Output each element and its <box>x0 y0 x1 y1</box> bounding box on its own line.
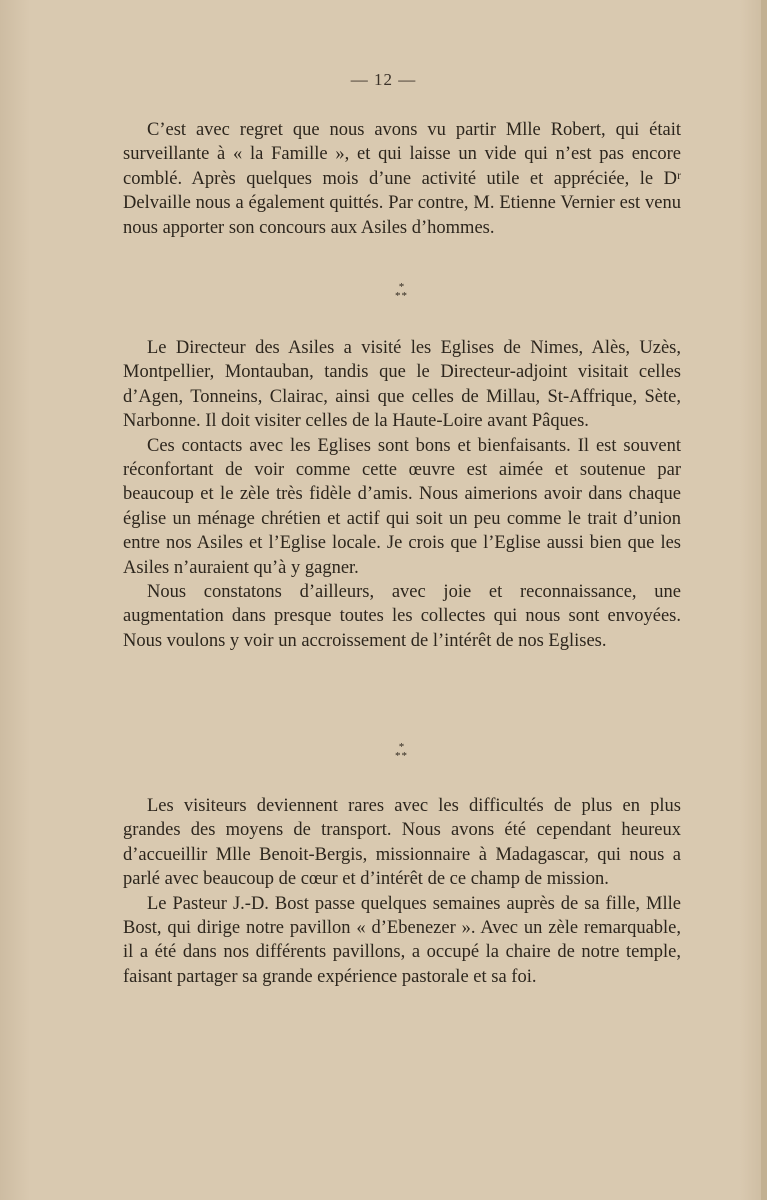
paragraph: Le Pasteur J.-D. Bost passe quelques semaines auprès de sa fille, Mlle Bost, qui dirige notre pavillon « d’Ebenezer ». Avec un zèle remarquable, il a été dans nos différents pavillons, a occupé la chaire de notre temple, faisant partager sa grande expérience pastorale et sa foi. <box>123 893 681 987</box>
asterism-separator <box>18 743 767 761</box>
paragraph: C’est avec regret que nous avons vu partir Mlle Robert, qui était surveillante à « la Famille », et qui laisse un vide qui n’est pas encore comblé. Après quelques mois d’une activité utile et appréciée, le Dʳ Delvaille nous a également quittés. Par contre, M. Etienne Vernier est venu nous apporter son concours aux Asiles d’hommes. <box>123 120 681 238</box>
asterism-bottom: ** <box>395 750 408 762</box>
asterism-top: * <box>398 281 405 293</box>
paragraph: Le Directeur des Asiles a visité les Eglises de Nimes, Alès, Uzès, Montpellier, Montauban, tandis que le Directeur-adjoint visitait celles d’Agen, Tonneins, Clairac, ainsi que celles de Millau, St-Affrique, Sète, Narbonne. Il doit visiter celles de la Haute-Loire avant Pâques. <box>123 338 681 432</box>
asterism-bottom: ** <box>395 290 408 302</box>
page-edge <box>761 0 767 1200</box>
page-number: — 12 — <box>350 70 417 89</box>
paragraph: Nous constatons d’ailleurs, avec joie et reconnaissance, une augmentation dans presque toutes les collectes qui nous sont envoyées. Nous voulons y voir un accroissement de l’intérêt de nos Eglises. <box>123 582 681 651</box>
asterism-separator <box>18 283 767 301</box>
asterism-top: * <box>398 741 405 753</box>
paragraph: Les visiteurs deviennent rares avec les difficultés de plus en plus grandes des moyens de transport. Nous avons été cependant heureux d’accueillir Mlle Benoit-Bergis, missionnaire à Madagascar, qui nous a parlé avec beaucoup de cœur et d’intérêt de ce champ de mission. <box>123 796 681 890</box>
paragraph: Ces contacts avec les Eglises sont bons et bienfaisants. Il est souvent réconfortant de voir comme cette œuvre est aimée et soutenue par beaucoup et le zèle très fidèle d’amis. Nous aimerions avoir dans chaque église un ménage chrétien et actif qui soit un peu comme le trait d’union entre nos Asiles et l’Eglise locale. Je crois que l’Eglise aussi bien que les Asiles n’auraient qu’à y gagner. <box>123 435 681 578</box>
text-section-visitors <box>123 794 681 989</box>
text-section-staff <box>123 118 681 240</box>
text-section-churches <box>123 336 681 653</box>
